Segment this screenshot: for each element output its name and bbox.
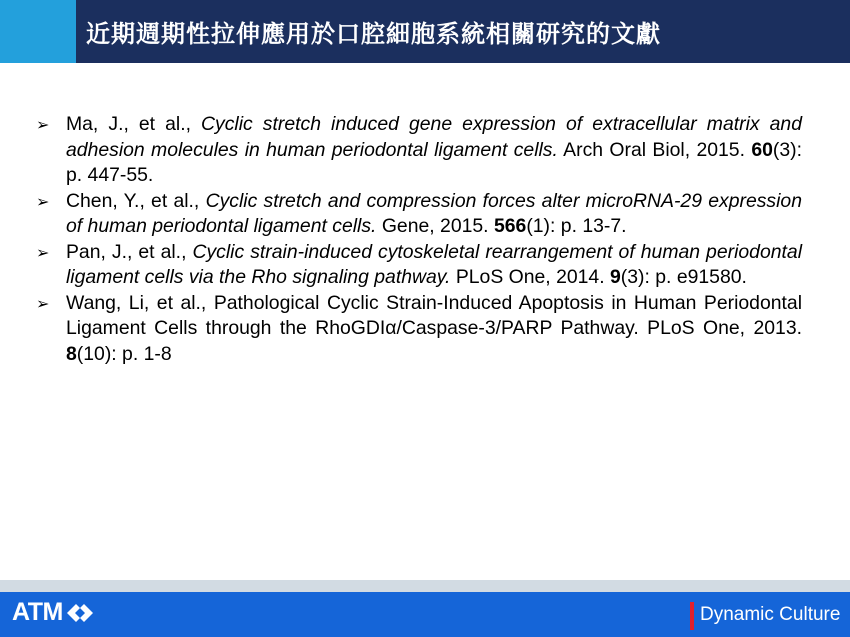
- reference-item: [36, 189, 802, 240]
- atm-arrows-logo-icon: [65, 602, 95, 624]
- slide-title: 近期週期性拉伸應用於口腔細胞系統相關研究的文獻: [86, 19, 661, 48]
- ref-authors: Wang, Li, et al.,: [66, 291, 214, 314]
- ref-volume: 9: [609, 266, 621, 288]
- atm-logo: [12, 598, 95, 627]
- ref-source: PLoS One, 2014.: [450, 266, 610, 288]
- footer-tagline: Dynamic Culture: [700, 604, 841, 625]
- ref-pages: (3): p. 447-55.: [66, 138, 802, 186]
- ref-pages: (3): p. e91580.: [620, 266, 747, 288]
- reference-list: [36, 112, 802, 367]
- tagline-accent-bar: [690, 602, 694, 630]
- slide-footer: [0, 592, 850, 637]
- ref-volume: 60: [751, 138, 773, 161]
- ref-title: Cyclic stretch and compression forces alter microRNA-29 expression of human periodontal ligament cells.: [66, 189, 802, 237]
- arrow-bullet-icon: ➢: [36, 242, 50, 262]
- arrow-bullet-icon: ➢: [36, 115, 50, 134]
- ref-title: Cyclic stretch induced gene expression of extracellular matrix and adhesion molecules in human periodontal ligament cells.: [66, 113, 802, 161]
- ref-authors: Ma, J., et al.,: [66, 113, 202, 135]
- ref-volume: 8: [66, 342, 77, 365]
- ref-authors: Pan, J., et al.,: [66, 240, 193, 263]
- ref-title: Cyclic strain-induced cytoskeletal rearrangement of human periodontal ligament cells via the Rho signaling pathway.: [66, 240, 803, 288]
- arrow-bullet-icon: ➢: [36, 191, 50, 211]
- footer-divider-strip: [0, 580, 850, 592]
- reference-item: [36, 112, 802, 189]
- ref-source: Gene, 2015.: [376, 215, 494, 237]
- slide-header: [0, 0, 850, 63]
- reference-item: [36, 291, 802, 368]
- ref-pages: (10): p. 1-8: [76, 342, 172, 365]
- header-accent-block: [0, 0, 76, 63]
- ref-volume: 566: [493, 215, 527, 237]
- ref-source: Pathological Cyclic Strain-Induced Apoptosis in Human Periodontal Ligament Cells through the RhoGDIα/Caspase-3/PARP Pathway. PLoS One, 2013.: [66, 291, 803, 339]
- ref-source: Arch Oral Biol, 2015.: [557, 138, 752, 161]
- ref-authors: Chen, Y., et al.,: [66, 189, 206, 212]
- logo-text: ATM: [12, 598, 63, 626]
- ref-pages: (1): p. 13-7.: [526, 215, 627, 237]
- reference-item: [36, 240, 802, 291]
- arrow-bullet-icon: ➢: [36, 293, 50, 313]
